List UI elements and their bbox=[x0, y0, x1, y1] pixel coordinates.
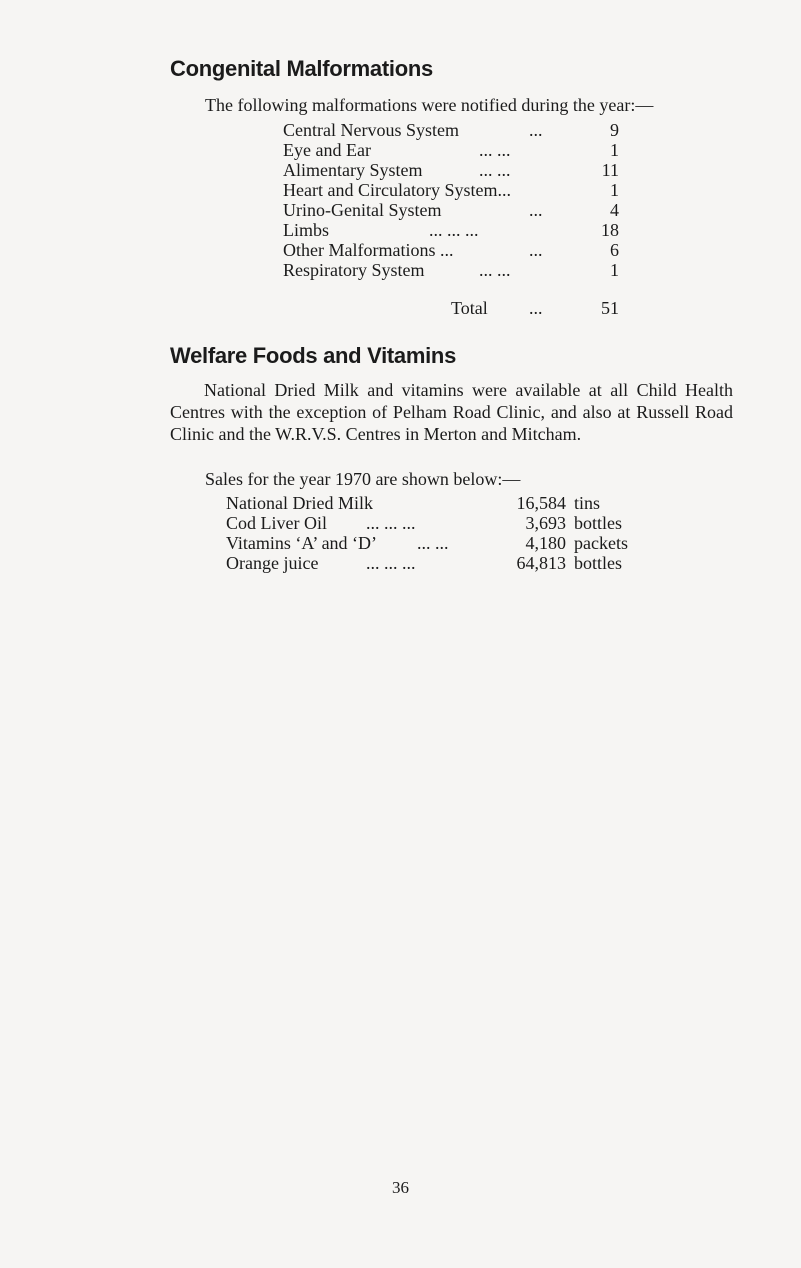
table-row bbox=[226, 493, 666, 513]
malformation-count: 4 bbox=[610, 200, 619, 220]
leader-dots: ... ... ... bbox=[366, 553, 416, 573]
leader-dots: ... ... ... bbox=[429, 220, 479, 240]
sales-quantity: 3,693 bbox=[525, 513, 566, 533]
sales-unit: packets bbox=[574, 533, 628, 553]
table-row bbox=[283, 200, 623, 220]
congenital-malformations-heading: Congenital Malformations bbox=[170, 56, 433, 81]
malformation-label: Heart and Circulatory System... bbox=[283, 180, 511, 200]
product-label: Orange juice bbox=[226, 553, 319, 573]
table-row bbox=[283, 180, 623, 200]
total-label: Total bbox=[451, 298, 488, 318]
malformation-count: 6 bbox=[610, 240, 619, 260]
malformation-label: Alimentary System bbox=[283, 160, 423, 180]
page-number: 36 bbox=[392, 1178, 409, 1197]
leader-dots: ... bbox=[529, 298, 543, 318]
malformation-count: 1 bbox=[610, 140, 619, 160]
table-row bbox=[226, 513, 666, 533]
table-row bbox=[226, 533, 666, 553]
leader-dots: ... bbox=[529, 200, 543, 220]
malformation-label: Respiratory System bbox=[283, 260, 425, 280]
total-row bbox=[283, 298, 623, 318]
table-row bbox=[283, 160, 623, 180]
sales-quantity: 64,813 bbox=[516, 553, 566, 573]
table-row bbox=[283, 220, 623, 240]
sales-intro: Sales for the year 1970 are shown below:— bbox=[205, 469, 521, 489]
malformation-count: 9 bbox=[610, 120, 619, 140]
welfare-paragraph: National Dried Milk and vitamins were available at all Child Health Centres with the exception of Pelham Road Clinic, and also at Russell Road Clinic and the W.R.V.S. Centres in Merton and Mitcham. bbox=[170, 380, 733, 444]
malformation-label: Eye and Ear bbox=[283, 140, 371, 160]
product-label: Cod Liver Oil bbox=[226, 513, 327, 533]
malformation-count: 11 bbox=[601, 160, 619, 180]
leader-dots: ... bbox=[529, 240, 543, 260]
malformation-label: Limbs bbox=[283, 220, 330, 240]
congenital-intro: The following malformations were notified during the year:— bbox=[205, 95, 654, 115]
total-count: 51 bbox=[601, 298, 619, 318]
leader-dots: ... ... bbox=[479, 160, 511, 180]
leader-dots: ... ... bbox=[479, 260, 511, 280]
leader-dots: ... ... bbox=[479, 140, 511, 160]
malformation-count: 1 bbox=[610, 180, 619, 200]
leader-dots: ... ... ... bbox=[366, 513, 416, 533]
leader-dots: ... ... bbox=[417, 533, 449, 553]
malformation-count: 18 bbox=[601, 220, 619, 240]
table-row bbox=[283, 140, 623, 160]
table-row bbox=[226, 553, 666, 573]
sales-quantity: 4,180 bbox=[525, 533, 566, 553]
table-row bbox=[283, 240, 623, 260]
sales-unit: bottles bbox=[574, 513, 622, 533]
malformation-label: Urino-Genital System bbox=[283, 200, 442, 220]
welfare-foods-heading: Welfare Foods and Vitamins bbox=[170, 343, 457, 368]
sales-quantity: 16,584 bbox=[516, 493, 566, 513]
malformation-count: 1 bbox=[610, 260, 619, 280]
malformation-label: Other Malformations ... bbox=[283, 240, 454, 260]
malformation-label: Central Nervous System bbox=[283, 120, 459, 140]
leader-dots: ... bbox=[529, 120, 543, 140]
product-label: Vitamins ‘A’ and ‘D’ bbox=[226, 533, 378, 553]
table-row bbox=[283, 120, 623, 140]
product-label: National Dried Milk bbox=[226, 493, 373, 513]
table-row bbox=[283, 260, 623, 280]
sales-unit: bottles bbox=[574, 553, 622, 573]
sales-unit: tins bbox=[574, 493, 601, 513]
